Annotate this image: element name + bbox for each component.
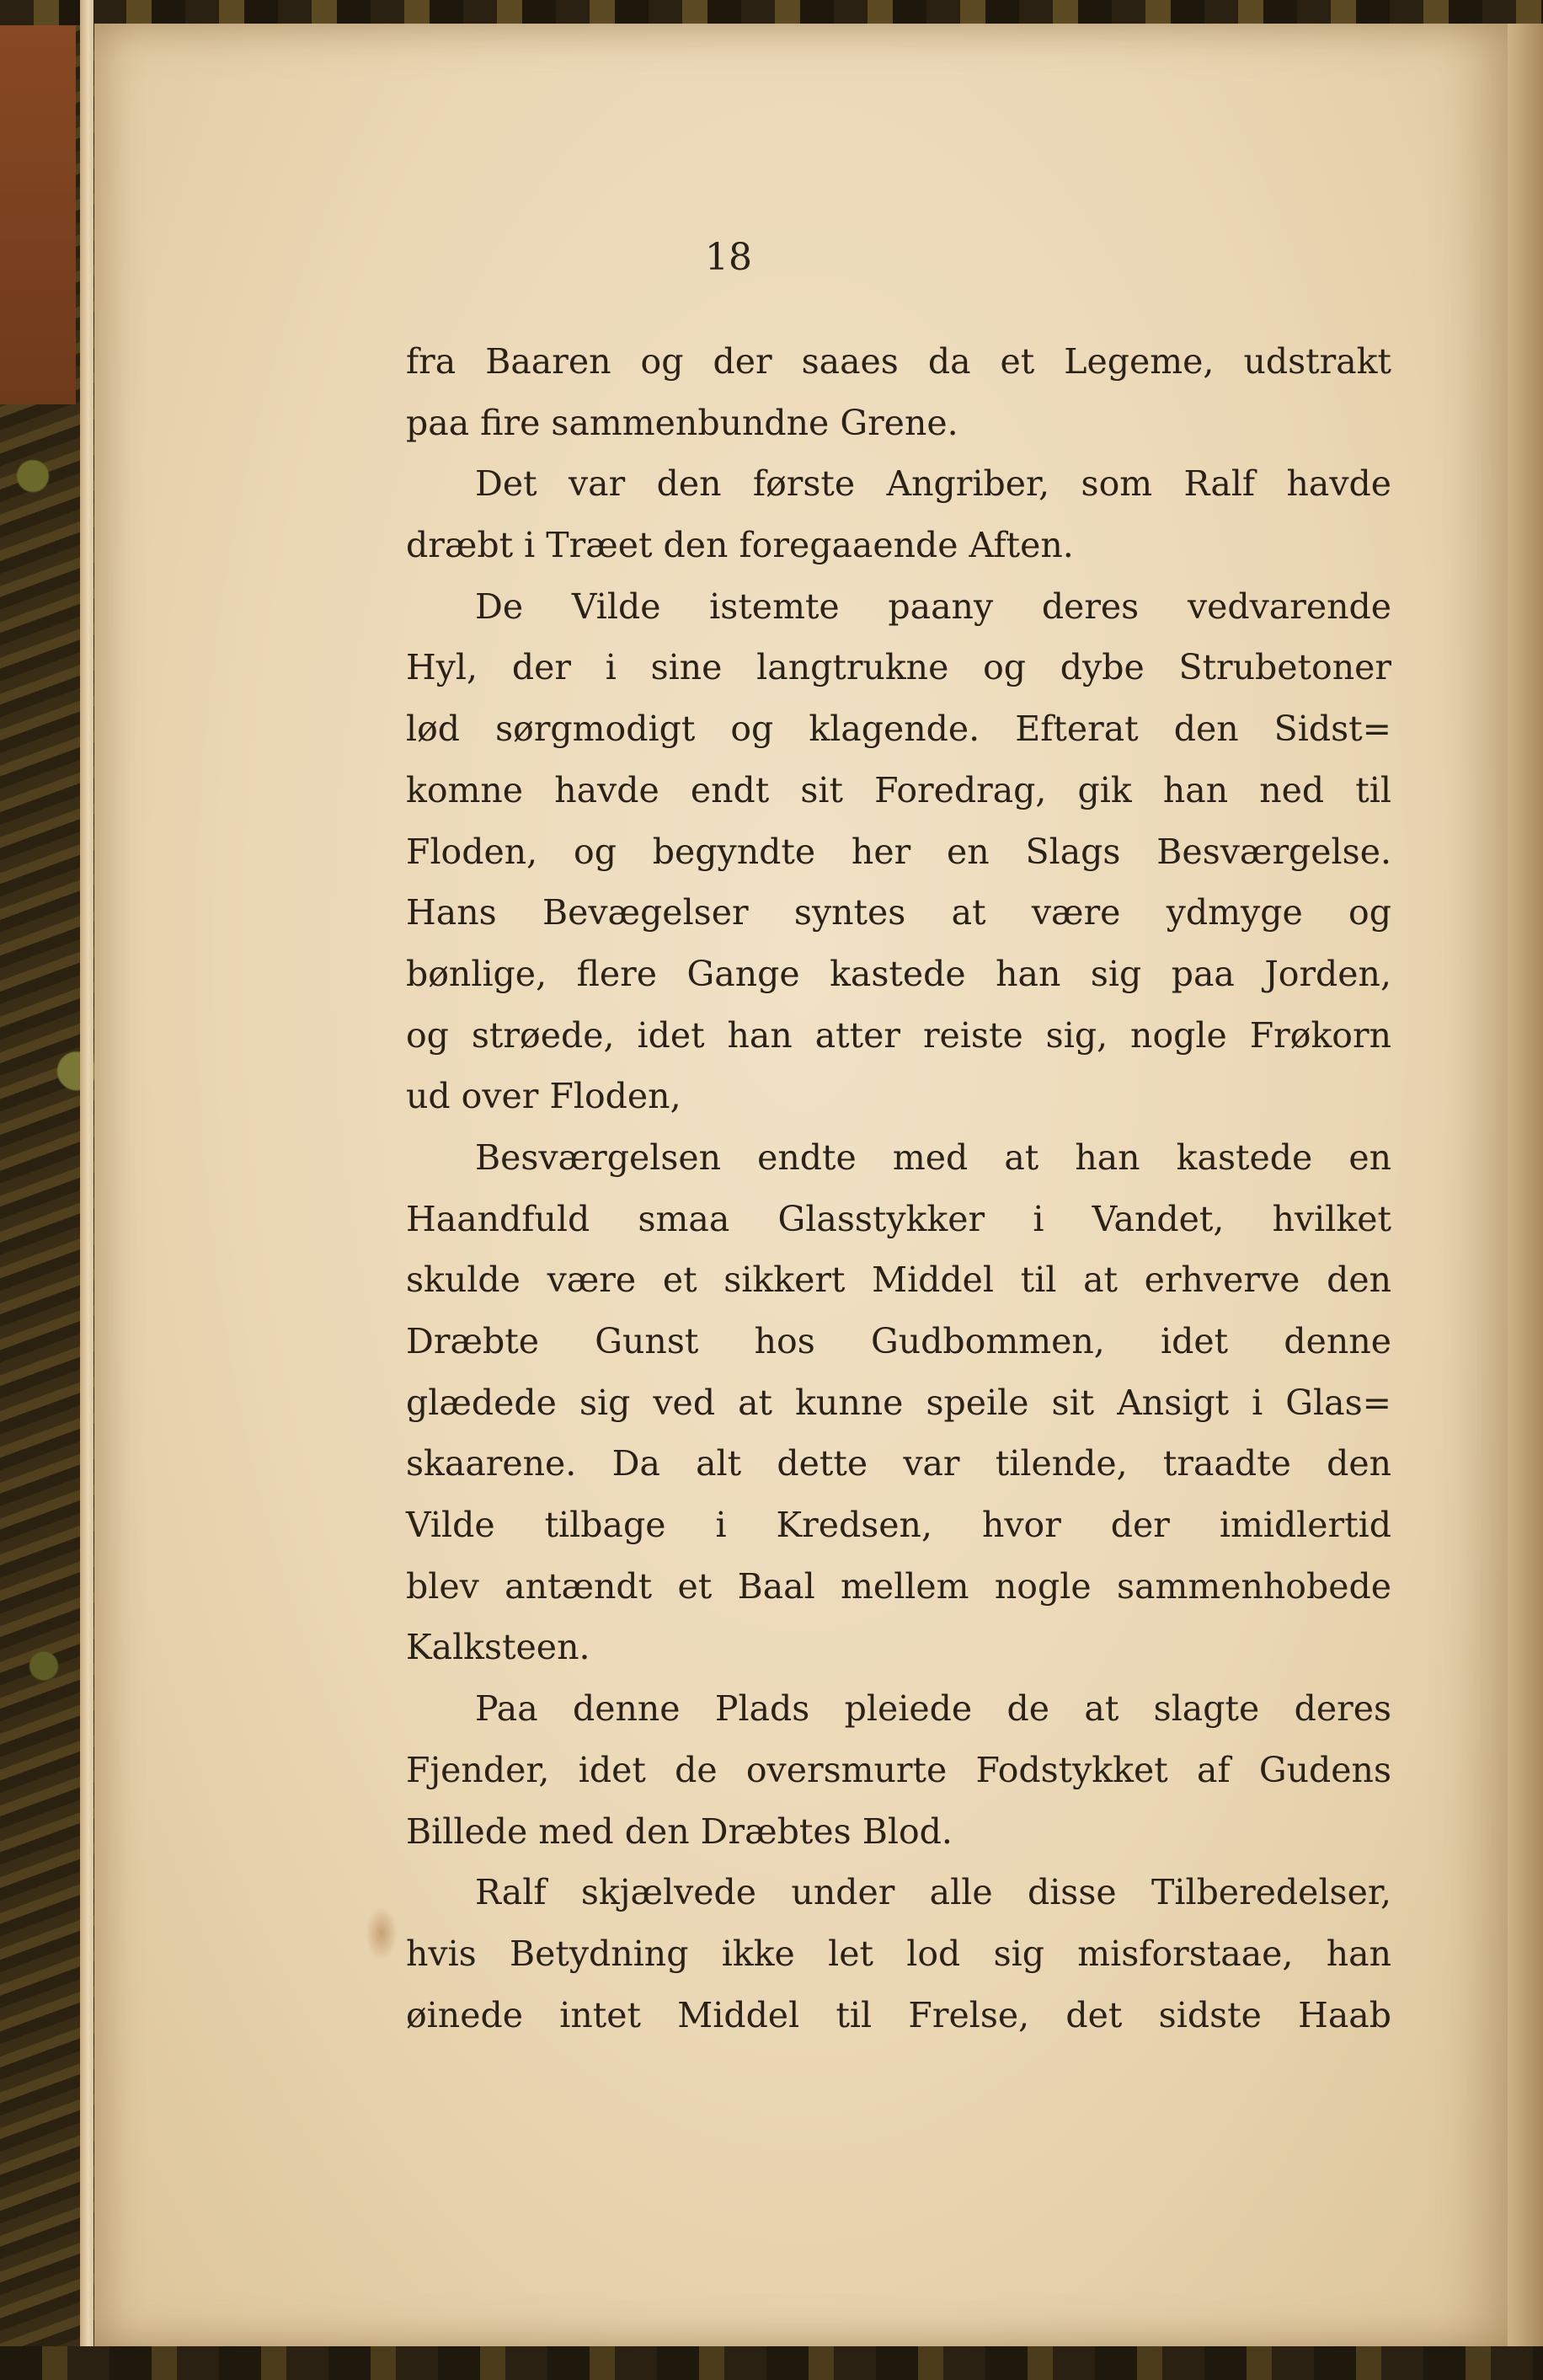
text-line: Ralf skjælvede under alle disse Tilberedelser,	[475, 1872, 1391, 1913]
text-line: De Vilde istemte paany deres vedvarende	[475, 586, 1391, 627]
text-line: og strøede, idet han atter reiste sig, nogle Frøkorn	[406, 1014, 1391, 1056]
text-line: fra Baaren og der saaes da et Legeme, udstrakt	[406, 341, 1391, 382]
page-right-edge	[1508, 24, 1543, 2349]
text-line: Floden, og begyndte her en Slags Besværgelse.	[406, 831, 1391, 872]
top-border	[0, 0, 1543, 25]
text-line: glædede sig ved at kunne speile sit Ansigt i Glas=	[406, 1382, 1391, 1423]
text-line: bønlige, flere Gange kastede han sig paa Jorden,	[406, 953, 1391, 994]
body-text	[406, 331, 1391, 2046]
text-line: øinede intet Middel til Frelse, det sidste Haab	[406, 1994, 1391, 2035]
text-line: paa fire sammenbundne Grene.	[406, 402, 958, 443]
text-line: Dræbte Gunst hos Gudbommen, idet denne	[406, 1321, 1391, 1361]
bottom-border	[0, 2346, 1543, 2380]
text-line: komne havde endt sit Foredrag, gik han ned til	[406, 769, 1391, 810]
text-line: hvis Betydning ikke let lod sig misforstaae, han	[406, 1933, 1391, 1974]
text-line: Besværgelsen endte med at han kastede en	[475, 1137, 1391, 1178]
book-cover-leather	[0, 0, 76, 404]
page-number: 18	[705, 236, 752, 279]
text-line: ud over Floden,	[406, 1076, 681, 1117]
page-gutter	[80, 0, 93, 2380]
text-line: blev antændt et Baal mellem nogle sammenhobede	[406, 1565, 1391, 1607]
text-line: Billede med den Dræbtes Blod.	[406, 1810, 953, 1852]
text-line: Fjender, idet de oversmurte Fodstykket af Gudens	[406, 1749, 1391, 1790]
text-line: Paa denne Plads pleiede de at slagte deres	[475, 1688, 1391, 1730]
text-line: Hyl, der i sine langtrukne og dybe Strubetoner	[406, 647, 1391, 688]
text-line: skulde være et sikkert Middel til at erhverve den	[406, 1260, 1391, 1301]
text-line: Kalksteen.	[406, 1627, 590, 1668]
text-line: Hans Bevægelser syntes at være ydmyge og	[406, 892, 1391, 933]
text-line: Haandfuld smaa Glasstykker i Vandet, hvilket	[406, 1198, 1391, 1239]
page-stain	[366, 1907, 398, 1960]
text-line: lød sørgmodigt og klagende. Efterat den Sidst=	[406, 709, 1391, 750]
text-line: dræbt i Træet den foregaaende Aften.	[406, 525, 1074, 566]
text-line: Vilde tilbage i Kredsen, hvor der imidlertid	[406, 1505, 1391, 1546]
text-line: skaarene. Da alt dette var tilende, traadte den	[406, 1443, 1391, 1484]
text-line: Det var den første Angriber, som Ralf havde	[475, 463, 1391, 505]
